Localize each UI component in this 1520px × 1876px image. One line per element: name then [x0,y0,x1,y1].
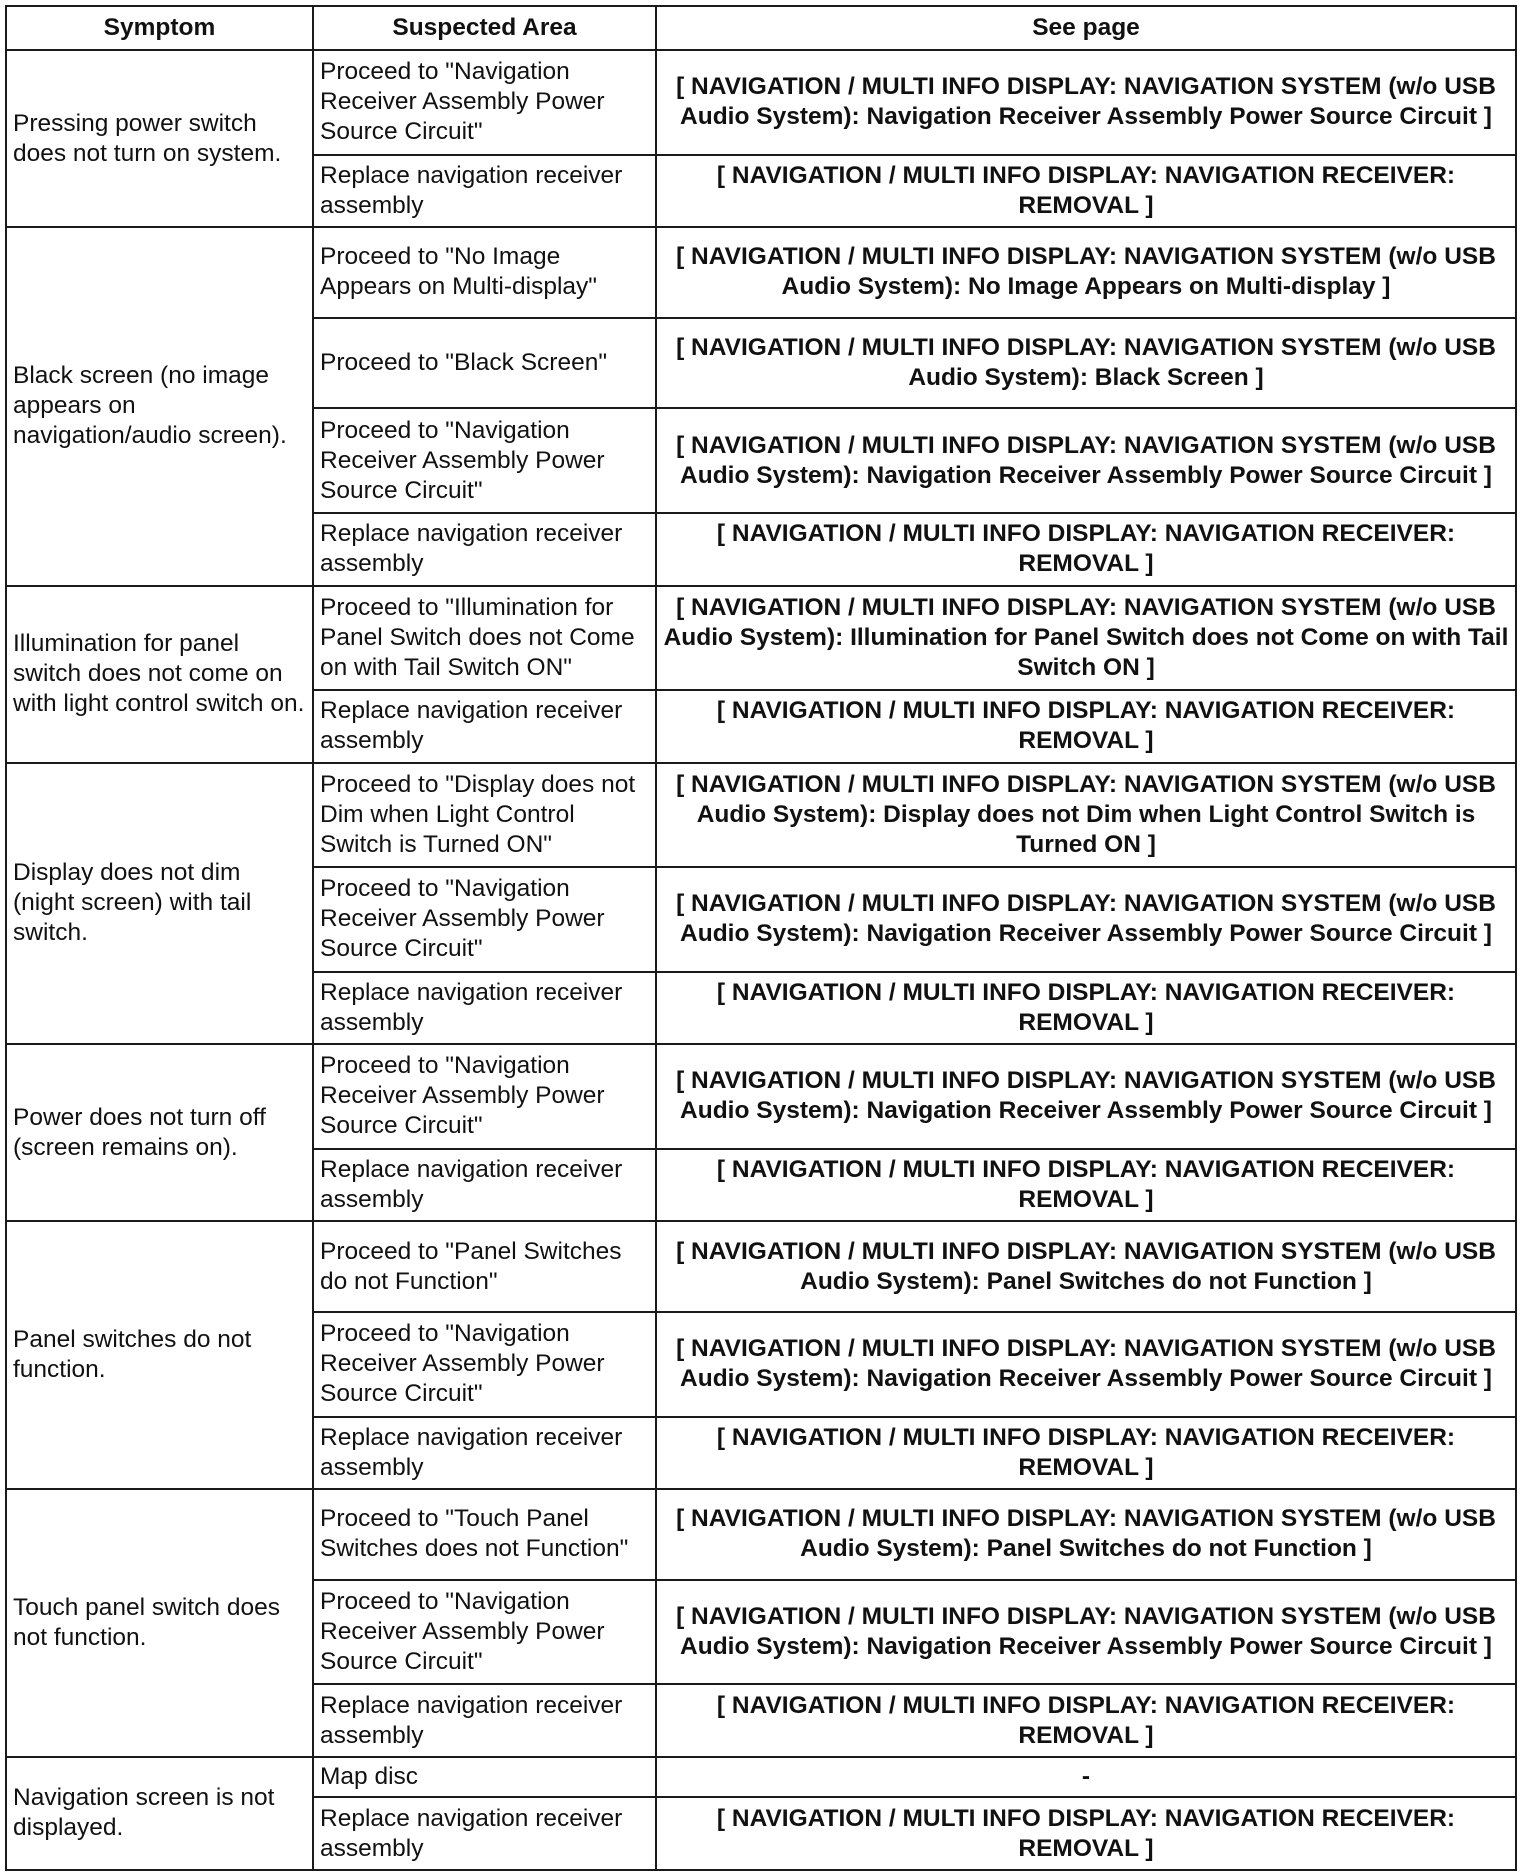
see-page-link[interactable]: [ NAVIGATION / MULTI INFO DISPLAY: NAVIGATION SYSTEM (w/o USB Audio System): Navigation Receiver Assembly Power Source Circuit ] [656,408,1516,513]
see-page-link[interactable]: [ NAVIGATION / MULTI INFO DISPLAY: NAVIGATION SYSTEM (w/o USB Audio System): No Image Appears on Multi-display ] [656,227,1516,318]
see-page-link[interactable]: [ NAVIGATION / MULTI INFO DISPLAY: NAVIGATION SYSTEM (w/o USB Audio System): Illumination for Panel Switch does not Come on with Tail Switch ON ] [656,586,1516,691]
suspected-area-cell: Replace navigation receiver assembly [313,1684,656,1757]
suspected-area-cell: Proceed to "Navigation Receiver Assembly Power Source Circuit" [313,867,656,972]
suspected-area-cell: Replace navigation receiver assembly [313,972,656,1045]
table-row [6,763,1516,868]
symptom-cell: Illumination for panel switch does not come on with light control switch on. [6,586,313,763]
symptom-cell: Panel switches do not function. [6,1221,313,1489]
symptom-cell: Power does not turn off (screen remains on). [6,1044,313,1221]
see-page-link[interactable]: [ NAVIGATION / MULTI INFO DISPLAY: NAVIGATION RECEIVER: REMOVAL ] [656,1149,1516,1222]
symptom-cell: Pressing power switch does not turn on system. [6,50,313,227]
see-page-link[interactable]: [ NAVIGATION / MULTI INFO DISPLAY: NAVIGATION RECEIVER: REMOVAL ] [656,1417,1516,1490]
symptom-cell: Black screen (no image appears on navigation/audio screen). [6,227,313,585]
suspected-area-cell: Proceed to "No Image Appears on Multi-display" [313,227,656,318]
suspected-area-cell: Proceed to "Display does not Dim when Light Control Switch is Turned ON" [313,763,656,868]
suspected-area-cell: Replace navigation receiver assembly [313,690,656,763]
suspected-area-cell: Proceed to "Illumination for Panel Switch does not Come on with Tail Switch ON" [313,586,656,691]
header-symptom: Symptom [6,6,313,50]
suspected-area-cell: Proceed to "Navigation Receiver Assembly Power Source Circuit" [313,408,656,513]
suspected-area-cell: Replace navigation receiver assembly [313,1797,656,1870]
table-row [6,1757,1516,1798]
suspected-area-cell: Proceed to "Touch Panel Switches does not Function" [313,1489,656,1580]
symptom-cell: Navigation screen is not displayed. [6,1757,313,1870]
suspected-area-cell: Replace navigation receiver assembly [313,513,656,586]
suspected-area-cell: Map disc [313,1757,656,1798]
see-page-link[interactable]: [ NAVIGATION / MULTI INFO DISPLAY: NAVIGATION RECEIVER: REMOVAL ] [656,1684,1516,1757]
see-page-link[interactable]: [ NAVIGATION / MULTI INFO DISPLAY: NAVIGATION RECEIVER: REMOVAL ] [656,690,1516,763]
see-page-link[interactable]: [ NAVIGATION / MULTI INFO DISPLAY: NAVIGATION SYSTEM (w/o USB Audio System): Navigation Receiver Assembly Power Source Circuit ] [656,1312,1516,1417]
see-page-link[interactable]: [ NAVIGATION / MULTI INFO DISPLAY: NAVIGATION SYSTEM (w/o USB Audio System): Black Screen ] [656,318,1516,409]
header-suspected-area: Suspected Area [313,6,656,50]
table-row [6,50,1516,155]
suspected-area-cell: Proceed to "Navigation Receiver Assembly Power Source Circuit" [313,1580,656,1685]
suspected-area-cell: Replace navigation receiver assembly [313,1149,656,1222]
table-row [6,1044,1516,1149]
see-page-link[interactable]: [ NAVIGATION / MULTI INFO DISPLAY: NAVIGATION SYSTEM (w/o USB Audio System): Navigation Receiver Assembly Power Source Circuit ] [656,1580,1516,1685]
see-page-link[interactable]: [ NAVIGATION / MULTI INFO DISPLAY: NAVIGATION SYSTEM (w/o USB Audio System): Navigation Receiver Assembly Power Source Circuit ] [656,50,1516,155]
see-page-link[interactable]: [ NAVIGATION / MULTI INFO DISPLAY: NAVIGATION SYSTEM (w/o USB Audio System): Panel Switches do not Function ] [656,1221,1516,1312]
see-page-link[interactable]: [ NAVIGATION / MULTI INFO DISPLAY: NAVIGATION RECEIVER: REMOVAL ] [656,513,1516,586]
see-page-link[interactable]: [ NAVIGATION / MULTI INFO DISPLAY: NAVIGATION SYSTEM (w/o USB Audio System): Display does not Dim when Light Control Switch is Turned ON ] [656,763,1516,868]
table-body [6,50,1516,1870]
suspected-area-cell: Proceed to "Panel Switches do not Function" [313,1221,656,1312]
suspected-area-cell: Proceed to "Navigation Receiver Assembly Power Source Circuit" [313,50,656,155]
table-row [6,1221,1516,1312]
suspected-area-cell: Proceed to "Black Screen" [313,318,656,409]
table-row [6,227,1516,318]
symptom-cell: Touch panel switch does not function. [6,1489,313,1757]
see-page-link[interactable]: [ NAVIGATION / MULTI INFO DISPLAY: NAVIGATION RECEIVER: REMOVAL ] [656,1797,1516,1870]
suspected-area-cell: Proceed to "Navigation Receiver Assembly Power Source Circuit" [313,1044,656,1149]
table-row [6,1489,1516,1580]
see-page-link: - [656,1757,1516,1798]
see-page-link[interactable]: [ NAVIGATION / MULTI INFO DISPLAY: NAVIGATION SYSTEM (w/o USB Audio System): Navigation Receiver Assembly Power Source Circuit ] [656,1044,1516,1149]
symptom-cell: Display does not dim (night screen) with tail switch. [6,763,313,1045]
header-see-page: See page [656,6,1516,50]
see-page-link[interactable]: [ NAVIGATION / MULTI INFO DISPLAY: NAVIGATION SYSTEM (w/o USB Audio System): Navigation Receiver Assembly Power Source Circuit ] [656,867,1516,972]
table-row [6,586,1516,691]
troubleshooting-table [5,5,1517,1871]
see-page-link[interactable]: [ NAVIGATION / MULTI INFO DISPLAY: NAVIGATION RECEIVER: REMOVAL ] [656,155,1516,228]
see-page-link[interactable]: [ NAVIGATION / MULTI INFO DISPLAY: NAVIGATION SYSTEM (w/o USB Audio System): Panel Switches do not Function ] [656,1489,1516,1580]
header-row [6,6,1516,50]
see-page-link[interactable]: [ NAVIGATION / MULTI INFO DISPLAY: NAVIGATION RECEIVER: REMOVAL ] [656,972,1516,1045]
suspected-area-cell: Proceed to "Navigation Receiver Assembly Power Source Circuit" [313,1312,656,1417]
suspected-area-cell: Replace navigation receiver assembly [313,1417,656,1490]
suspected-area-cell: Replace navigation receiver assembly [313,155,656,228]
